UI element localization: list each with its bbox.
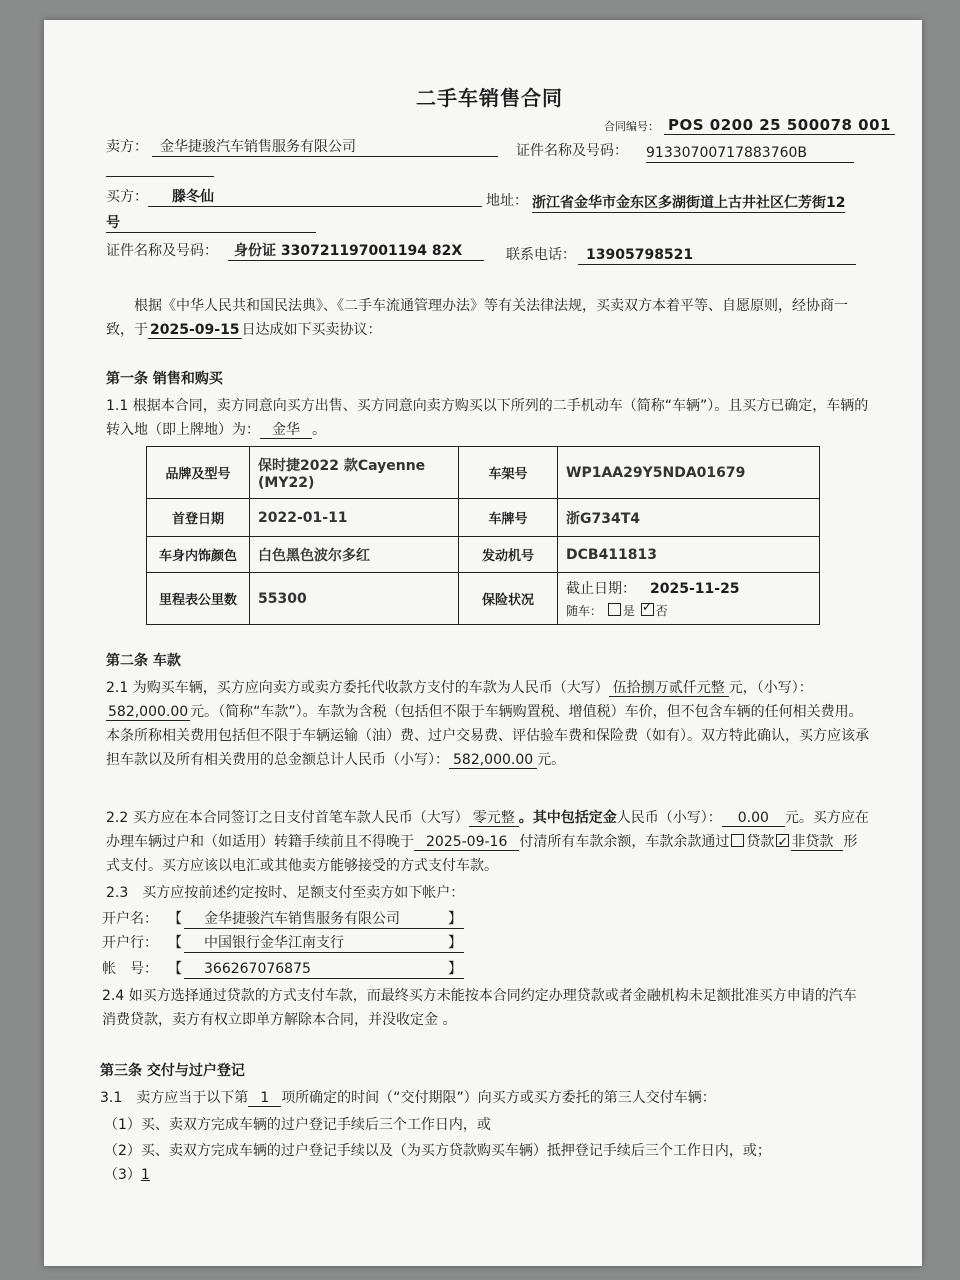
checkbox-no[interactable]: [641, 603, 654, 616]
buyer-name: 滕冬仙: [148, 188, 482, 207]
contract-no-value: POS 0200 25 500078 001: [664, 116, 895, 135]
article3-item2: （2）买、卖双方完成车辆的过户登记手续以及（为买方贷款购买车辆）抵押登记手续后三个工作日内，或；: [104, 1143, 771, 1159]
checkbox-yes-label: 是: [622, 604, 635, 618]
color-value: 白色黑色波尔多红: [250, 537, 459, 573]
brand-label: 品牌及型号: [147, 447, 250, 499]
article3-heading: 第三条 交付与过户登记: [100, 1063, 245, 1079]
buyer-phone-label: 联系电话：: [506, 247, 576, 263]
insurance-deadline-value: 2025-11-25: [650, 581, 740, 597]
underline-fragment: [106, 176, 214, 177]
buyer-address-label: 地址：: [486, 193, 528, 209]
plate-value: 浙G734T4: [558, 499, 820, 537]
table-row: [147, 573, 820, 625]
bracket-close: 】: [448, 911, 462, 927]
vin-label: 车架号: [459, 447, 558, 499]
engine-value: DCB411813: [558, 537, 820, 573]
buyer-address-value: 浙江省金华市金东区多湖街道上古井社区仁芳街12: [532, 195, 846, 211]
checkbox-non-loan[interactable]: [776, 834, 789, 847]
bracket-close: 】: [448, 961, 462, 977]
insurance-cell: [558, 573, 820, 625]
checkbox-loan[interactable]: [731, 834, 744, 847]
mileage-label: 里程表公里数: [147, 573, 250, 625]
bracket-open: 【: [168, 935, 182, 951]
article2-heading: 第二条 车款: [106, 653, 181, 669]
seller-label: 卖方：: [106, 139, 148, 155]
insurance-label: 保险状况: [459, 573, 558, 625]
article3-item1: （1）买、卖双方完成车辆的过户登记手续后三个工作日内，或: [104, 1117, 491, 1133]
vin-value: WP1AA29Y5NDA01679: [558, 447, 820, 499]
reg-date-label: 首登日期: [147, 499, 250, 537]
document-title: 二手车销售合同: [416, 86, 563, 110]
reg-date-value: 2022-01-11: [250, 499, 459, 537]
article3-item3: （3）1: [104, 1167, 150, 1183]
article1-heading: 第一条 销售和购买: [106, 371, 223, 387]
contract-no-label: 合同编号：: [604, 120, 659, 133]
color-label: 车身内饰颜色: [147, 537, 250, 573]
seller-id-value: 91330700717883760B: [646, 144, 854, 163]
bracket-close: 】: [448, 935, 462, 951]
buyer-label: 买方：: [106, 189, 148, 205]
account-name-label: 开户名：: [102, 911, 158, 927]
table-row: [147, 499, 820, 537]
bracket-open: 【: [168, 911, 182, 927]
seller-name: 金华捷骏汽车销售服务有限公司: [152, 138, 498, 157]
vehicle-info-table: [146, 446, 820, 625]
bracket-open: 【: [168, 961, 182, 977]
checkbox-yes[interactable]: [608, 603, 621, 616]
table-row: [147, 447, 820, 499]
insurance-deadline-label: 截止日期：: [566, 581, 636, 597]
article3-p1: 3.1 卖方应当于以下第 1 项所确定的时间（“交付期限”）向买方或买方委托的第三人交付车辆：: [100, 1090, 716, 1106]
engine-label: 发动机号: [459, 537, 558, 573]
with-car-label: 随车：: [566, 604, 603, 618]
seller-id-label: 证件名称及号码：: [516, 143, 628, 159]
article2-p1: 2.1 为购买车辆，买方应向卖方或卖方委托代收款方支付的车款为人民币（大写） 伍拾捌万贰仟元整 元，（小写）：582,000.00 元。（简称“车款”）。车款为含税（包括但不限于车辆购置税、增值税）车价，但不包含车辆的任何相关费用。本条所称相关费用包括但不限于车辆运输（油）费、过户交易费、评估验车费和保险费（如有）。双方特此确认，买方应该承担车款以及所有相关费用的总金额总计人民币（小写）： 582,000.00 元。: [106, 680, 869, 768]
article2-p4: 2.4 如买方选择通过贷款的方式支付车款，而最终买方未能按本合同约定办理贷款或者金融机构未足额批准买方申请的汽车消费贷款，卖方有权立即单方解除本合同，并没收定金 。: [102, 988, 857, 1028]
buyer-id-label: 证件名称及号码：: [106, 243, 218, 259]
checkbox-no-label: 否: [655, 604, 668, 618]
buyer-id-value: 身份证 330721197001194 82X: [228, 242, 484, 261]
contract-page: [44, 20, 922, 1266]
buyer-address-tail: 号: [106, 214, 316, 233]
brand-value: 保时捷2022 款Cayenne (MY22): [250, 447, 459, 499]
bank-label: 开户行：: [102, 935, 158, 951]
buyer-phone-value: 13905798521: [578, 246, 856, 265]
article2-p2: 2.2 买方应在本合同签订之日支付首笔车款人民币（大写） 零元整 。其中包括定金人民币（小写）： 0.00 元。买方应在办理车辆过户和（如适用）转籍手续前且不得晚于 2025-09-16 付清所有车款余额，车款余款通过 贷款✓ 非贷款 形式支付。买方应该以电汇或其他卖方能够接受的方式支付车款。: [106, 806, 870, 878]
plate-label: 车牌号: [459, 499, 558, 537]
table-row: [147, 537, 820, 573]
mileage-value: 55300: [250, 573, 459, 625]
account-name-value: 金华捷骏汽车销售服务有限公司: [184, 910, 464, 929]
account-no-label: 帐 号：: [102, 961, 158, 977]
article1-paragraph: 1.1 根据本合同，卖方同意向买方出售、买方同意向卖方购买以下所列的二手机动车（简称“车辆”）。且买方已确定，车辆的转入地（即上牌地）为： 金华 。: [106, 398, 869, 438]
account-no-value: 366267076875: [184, 960, 464, 979]
intro-paragraph: 根据《中华人民共和国民法典》、《二手车流通管理办法》等有关法律法规，买卖双方本着平等、自愿原则，经协商一致，于 2025-09-15 日达成如下买卖协议：: [106, 298, 848, 338]
bank-value: 中国银行金华江南支行: [184, 934, 464, 953]
article2-p3: 2.3 买方应按前述约定按时、足额支付至卖方如下帐户：: [106, 885, 465, 901]
